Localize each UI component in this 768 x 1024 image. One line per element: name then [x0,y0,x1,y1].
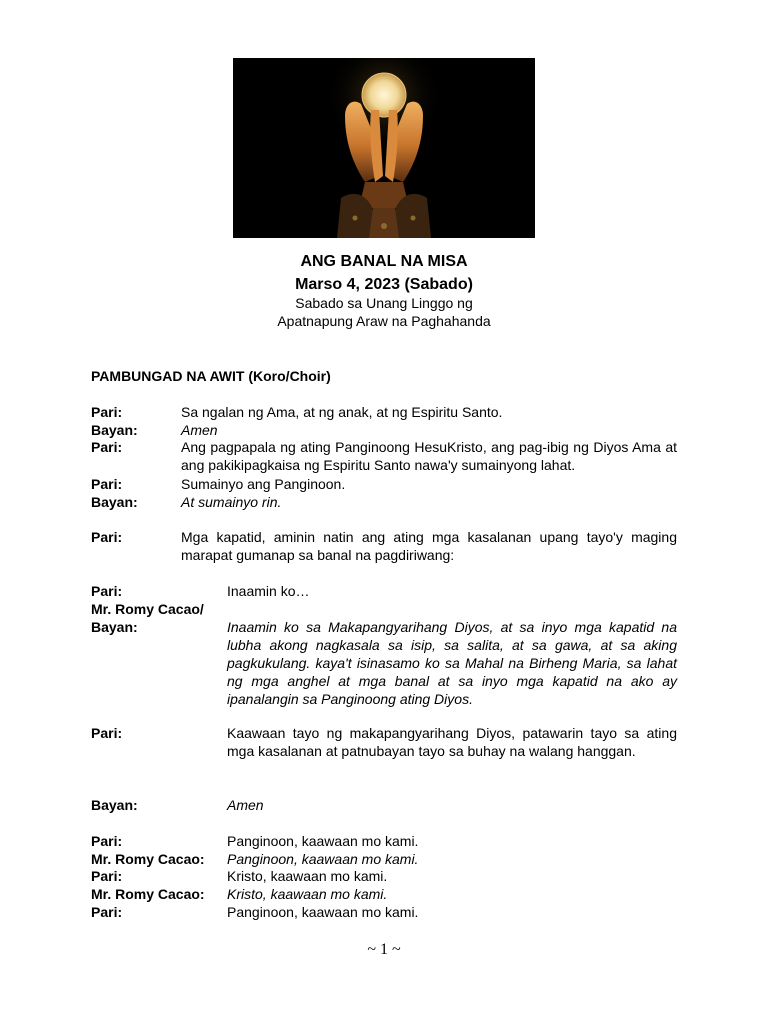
speaker-label: Pari: [91,529,123,545]
speaker-label: Bayan: [91,494,138,510]
line-text: Kristo, kaawaan mo kami. [227,868,388,884]
line-text: Inaamin ko… [227,583,310,599]
speaker-label: Bayan: [91,619,138,635]
line-text: Sumainyo ang Panginoon. [181,476,346,492]
speaker-label: Pari: [91,476,123,492]
speaker-label: Mr. Romy Cacao: [91,851,205,867]
line-text: Ang pagpapala ng ating Panginoong HesuKristo, ang pag-ibig ng Diyos Ama at ang pakikipagkaisa ng Espiritu Santo nawa'y sumainyong lahat. [181,439,677,473]
section-heading: PAMBUNGAD NA AWIT (Koro/Choir) [91,368,331,384]
speaker-label: Bayan: [91,422,138,438]
speaker-label: Pari: [91,439,123,455]
document-title: ANG BANAL NA MISA [300,253,468,270]
speaker-label: Mr. Romy Cacao/ [91,601,204,617]
line-text: Sa ngalan ng Ama, at ng anak, at ng Espiritu Santo. [181,404,503,420]
mass-date: Marso 4, 2023 (Sabado) [295,276,473,293]
speaker-label: Bayan: [91,797,138,813]
speaker-label: Pari: [91,583,123,599]
speaker-label: Pari: [91,833,123,849]
line-text: Kristo, kaawaan mo kami. [227,886,388,902]
speaker-label: Pari: [91,404,123,420]
line-text: At sumainyo rin. [181,494,282,510]
line-text: Kaawaan tayo ng makapangyarihang Diyos, patawarin tayo sa ating mga kasalanan at patnubayan tayo sa buhay na walang hanggan. [227,725,677,759]
line-text: Mga kapatid, aminin natin ang ating mga kasalanan upang tayo'y maging marapat gumanap sa banal na pagdiriwang: [181,529,677,563]
line-text: Inaamin ko sa Makapangyarihang Diyos, at sa inyo mga kapatid na lubha akong nagkasala sa isip, sa salita, at sa gawa, at sa aking pagkukulang. kaya't isinasamo ko sa Mahal na Birheng Maria, sa lahat ng mga anghel at mga banal at sa inyo mga kapatid na ako ay ipanalangin sa Panginoong ating Diyos. [227,619,677,707]
host-raised-hands-illustration [233,58,535,238]
line-text: Panginoon, kaawaan mo kami. [227,851,419,867]
speaker-label: Mr. Romy Cacao: [91,886,205,902]
subtitle-line-2: Apatnapung Araw na Paghahanda [277,313,491,329]
speaker-label: Pari: [91,868,123,884]
eucharist-image [233,58,535,238]
line-text: Panginoon, kaawaan mo kami. [227,833,419,849]
line-text: Panginoon, kaawaan mo kami. [227,904,419,920]
page-number: ~ 1 ~ [367,941,401,958]
speaker-label: Pari: [91,725,123,741]
subtitle-line-1: Sabado sa Unang Linggo ng [295,295,473,311]
line-text: Amen [227,797,264,813]
line-text: Amen [181,422,218,438]
speaker-label: Pari: [91,904,123,920]
